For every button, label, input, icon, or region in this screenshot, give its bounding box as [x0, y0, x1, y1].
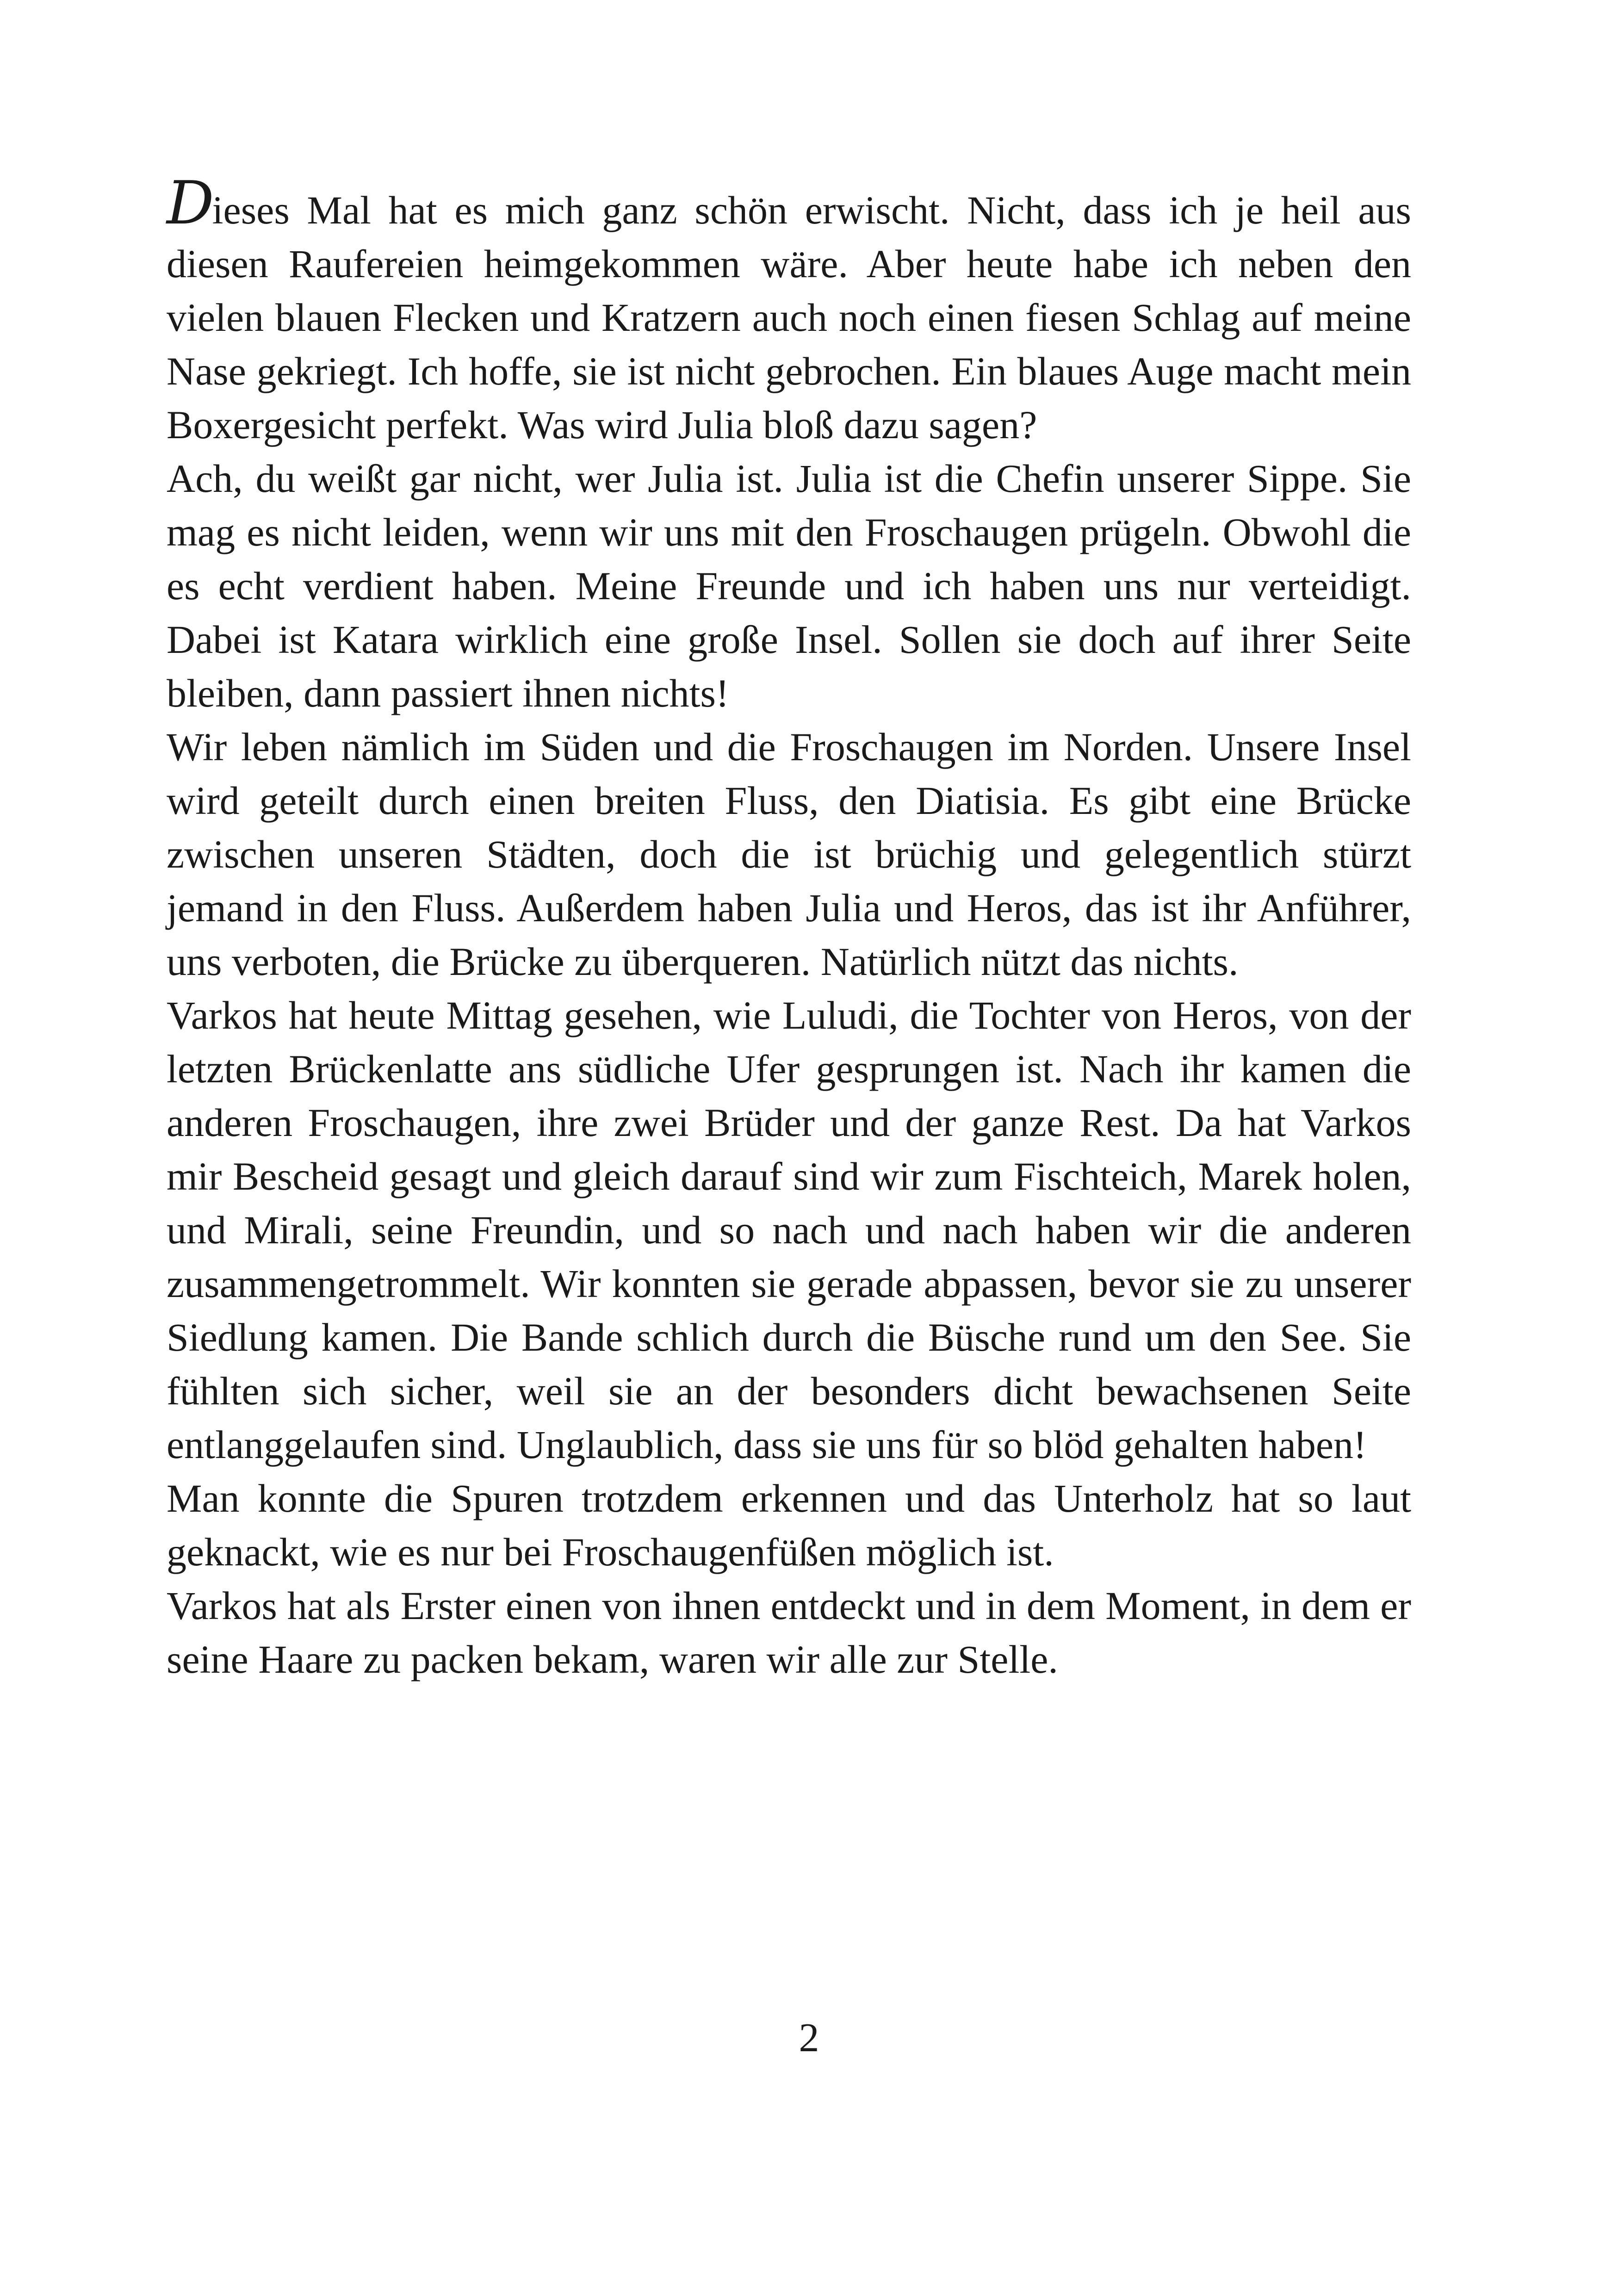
paragraph-1 [167, 169, 1411, 452]
paragraph-2: Ach, du weißt gar nicht, wer Julia ist. Julia ist die Chefin unserer Sippe. Sie mag es nicht leiden, wenn wir uns mit den Froschaugen prügeln. Obwohl die es echt verdient haben. Meine Freunde und ich haben uns nur verteidigt. Dabei ist Katara wirklich eine große Insel. Sollen sie doch auf ihrer Seite bleiben, dann passiert ihnen nichts! [167, 456, 1411, 715]
drop-initial: D [167, 169, 212, 238]
paragraph-3: Wir leben nämlich im Süden und die Froschaugen im Norden. Unsere Insel wird geteilt durch einen breiten Fluss, den Diatisia. Es gibt eine Brücke zwischen unseren Städten, doch die ist brüchig und gelegentlich stürzt jemand in den Fluss. Außerdem haben Julia und Heros, das ist ihr Anführer, uns verboten, die Brücke zu überqueren. Natürlich nützt das nichts. [167, 725, 1411, 984]
body-text [167, 169, 1411, 1686]
paragraph-5: Man konnte die Spuren trotzdem erkennen und das Unterholz hat so laut geknackt, wie es nur bei Froschaugenfüßen möglich ist. [167, 1476, 1411, 1574]
paragraph-6: Varkos hat als Erster einen von ihnen entdeckt und in dem Moment, in dem er seine Haare zu packen bekam, waren wir alle zur Stelle. [167, 1583, 1411, 1682]
page-number: 2 [799, 2016, 819, 2060]
paragraph-1-text: ieses Mal hat es mich ganz schön erwischt. Nicht, dass ich je heil aus diesen Raufereien heimgekommen wäre. Aber heute habe ich neben den vielen blauen Flecken und Kratzern auch noch einen fiesen Schlag auf meine Nase gekriegt. Ich hoffe, sie ist nicht gebrochen. Ein blaues Auge macht mein Boxergesicht perfekt. Was wird Julia bloß dazu sagen? [167, 188, 1411, 447]
paragraph-4: Varkos hat heute Mittag gesehen, wie Luludi, die Tochter von Heros, von der letzten Brückenlatte ans südliche Ufer gesprungen ist. Nach ihr kamen die anderen Froschaugen, ihre zwei Brüder und der ganze Rest. Da hat Varkos mir Bescheid gesagt und gleich darauf sind wir zum Fischteich, Marek holen, und Mirali, seine Freundin, und so nach und nach haben wir die anderen zusammengetrommelt. Wir konnten sie gerade abpassen, bevor sie zu unserer Siedlung kamen. Die Bande schlich durch die Büsche rund um den See. Sie fühlten sich sicher, weil sie an der besonders dicht bewachsenen Seite entlanggelaufen sind. Unglaublich, dass sie uns für so blöd gehalten haben! [167, 993, 1411, 1467]
